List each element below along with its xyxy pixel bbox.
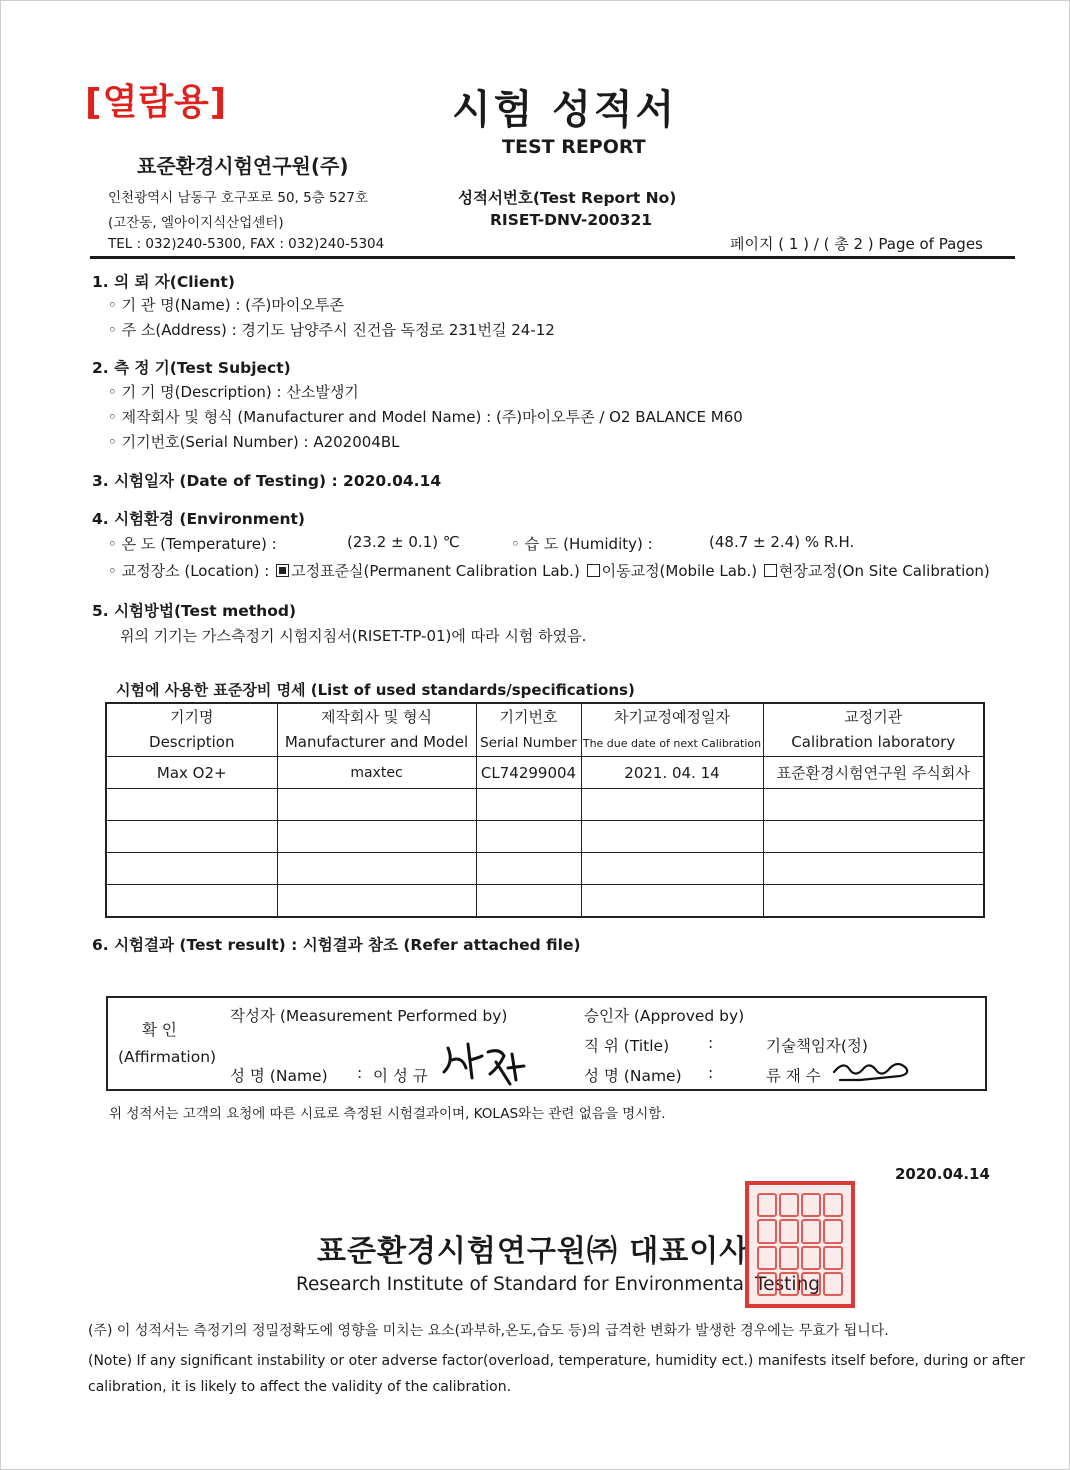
header-divider: [90, 256, 1015, 259]
report-number-label: 성적서번호(Test Report No): [458, 189, 677, 207]
approver-title-colon: :: [708, 1034, 714, 1052]
humidity-value: (48.7 ± 2.4) % R.H.: [709, 533, 855, 551]
official-seal: [745, 1181, 855, 1308]
report-title-english: TEST REPORT: [502, 136, 646, 158]
report-number: RISET-DNV-200321: [490, 211, 653, 229]
table-row: [106, 885, 984, 918]
client-address: ◦ 주 소(Address) : 경기도 남양주시 진건읍 독정로 231번길 24-12: [108, 321, 555, 339]
table-row: [106, 757, 984, 789]
footnote-english-line2: calibration, it is likely to affect the validity of the calibration.: [88, 1379, 512, 1395]
subject-description: ◦ 기 기 명(Description) : 산소발생기: [108, 383, 359, 401]
subject-serial: ◦ 기기번호(Serial Number) : A202004BL: [108, 433, 400, 451]
client-name: ◦ 기 관 명(Name) : (주)마이오투존: [108, 296, 344, 314]
kolas-notice: 위 성적서는 고객의 요청에 따른 시료로 측정된 시험결과이며, KOLAS와는 관련 없음을 명시함.: [109, 1106, 666, 1122]
performer-colon: :: [357, 1064, 363, 1082]
approver-name-label: 성 명 (Name): [584, 1067, 682, 1085]
issue-date: 2020.04.14: [895, 1165, 990, 1183]
environment-heading: 4. 시험환경 (Environment): [92, 510, 306, 528]
performed-by-label: 작성자 (Measurement Performed by): [230, 1007, 508, 1025]
organization-contact: TEL : 032)240-5300, FAX : 032)240-5304: [108, 236, 385, 252]
footnote-korean: (주) 이 성적서는 측정기의 정밀정확도에 영향을 미치는 요소(과부하,온도,습도 등)의 급격한 변화가 발생한 경우에는 무효가 됩니다.: [88, 1323, 889, 1339]
table-cell: maxtec: [277, 757, 476, 789]
humidity-label: ◦ 습 도 (Humidity) :: [511, 535, 653, 553]
table-header-cell: 기기명 Description: [106, 703, 277, 757]
approver-name: 류 재 수: [766, 1067, 821, 1085]
table-cell: 표준환경시험연구원 주식회사: [763, 757, 984, 789]
checked-box-icon: [276, 564, 289, 577]
issuer-name-korean: 표준환경시험연구원㈜ 대표이사: [317, 1234, 750, 1269]
table-cell: CL74299004: [476, 757, 581, 789]
approver-name-colon: :: [708, 1064, 714, 1082]
table-header-cell: 기기번호 Serial Number: [476, 703, 581, 757]
location-mobile: 이동교정(Mobile Lab.): [601, 562, 758, 580]
organization-address-line1: 인천광역시 남동구 호구포로 50, 5층 527호: [108, 190, 368, 206]
unchecked-box-icon: [764, 564, 777, 577]
table-row: [106, 853, 984, 885]
method-text: 위의 기기는 가스측정기 시험지침서(RISET-TP-01)에 따라 시험 하였음.: [120, 627, 587, 645]
table-header-row: [106, 703, 984, 757]
approver-title-label: 직 위 (Title): [584, 1037, 670, 1055]
table-header-cell: 교정기관 Calibration laboratory: [763, 703, 984, 757]
standards-table: [105, 702, 985, 918]
affirmation-box: [106, 996, 987, 1091]
method-heading: 5. 시험방법(Test method): [92, 602, 297, 620]
subject-heading: 2. 측 정 기(Test Subject): [92, 359, 291, 377]
table-header-cell: 제작회사 및 형식 Manufacturer and Model: [277, 703, 476, 757]
table-row: [106, 789, 984, 821]
subject-manufacturer: ◦ 제작회사 및 형식 (Manufacturer and Model Name) : (주)마이오투존 / O2 BALANCE M60: [108, 408, 743, 426]
organization-address-line2: (고잔동, 엘아이지식산업센터): [108, 215, 284, 231]
issuer-name-english: Research Institute of Standard for Environmental Testing: [296, 1274, 821, 1295]
footnote-english-line1: (Note) If any significant instability or oter adverse factor(overload, temperature, humidity ect.) manifests itself before, during or after: [88, 1353, 1025, 1369]
viewing-copy-label: [열람용]: [85, 82, 228, 123]
location-label: ◦ 교정장소 (Location) :: [108, 562, 270, 580]
table-row: [106, 821, 984, 853]
performer-name: 이 성 규: [373, 1067, 428, 1085]
page-indicator: 페이지 ( 1 ) / ( 총 2 ) Page of Pages: [730, 235, 983, 253]
testing-date: 3. 시험일자 (Date of Testing) : 2020.04.14: [92, 472, 442, 490]
standards-heading: 시험에 사용한 표준장비 명세 (List of used standards/specifications): [116, 681, 635, 699]
approved-by-label: 승인자 (Approved by): [584, 1007, 745, 1025]
unchecked-box-icon: [587, 564, 600, 577]
location-permanent: 고정표준실(Permanent Calibration Lab.): [291, 562, 580, 580]
performer-name-label: 성 명 (Name): [230, 1067, 328, 1085]
location-row: [108, 560, 990, 581]
report-title-korean: 시험 성적서: [452, 87, 678, 133]
affirmation-label-en: (Affirmation): [118, 1048, 217, 1066]
organization-name: 표준환경시험연구원(주): [137, 154, 349, 178]
approver-signature: [830, 1056, 914, 1084]
affirmation-label: 확 인: [142, 1021, 177, 1039]
location-onsite: 현장교정(On Site Calibration): [778, 562, 990, 580]
temperature-label: ◦ 온 도 (Temperature) :: [108, 535, 277, 553]
table-cell: 2021. 04. 14: [581, 757, 763, 789]
table-cell: Max O2+: [106, 757, 277, 789]
performer-signature: [438, 1038, 528, 1088]
temperature-value: (23.2 ± 0.1) ℃: [347, 533, 460, 551]
table-header-cell: 차기교정예정일자 The due date of next Calibration: [581, 703, 763, 757]
client-heading: 1. 의 뢰 자(Client): [92, 273, 235, 291]
test-result: 6. 시험결과 (Test result) : 시험결과 참조 (Refer attached file): [92, 936, 581, 954]
approver-title: 기술책임자(정): [766, 1037, 868, 1055]
